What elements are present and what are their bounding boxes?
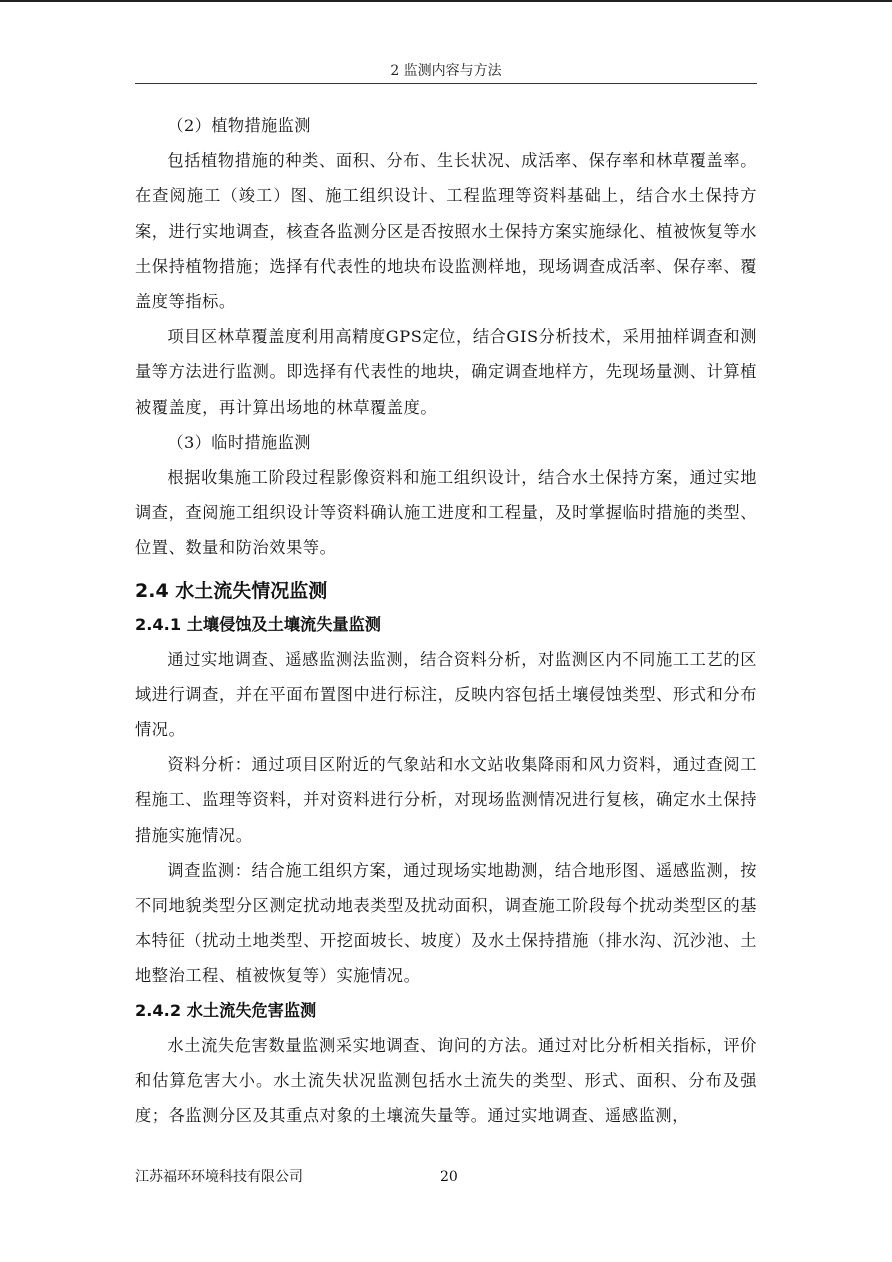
subsection-heading-temporary-measures: （3）临时措施监测 [167, 432, 311, 452]
page-number: 20 [440, 1169, 458, 1185]
footer-company: 江苏福环环境科技有限公司 [135, 1169, 303, 1185]
page-footer [135, 1167, 757, 1187]
section-heading-2-4-2: 2.4.2 水土流失危害监测 [135, 1000, 317, 1020]
paragraph: 包括植物措施的种类、面积、分布、生长状况、成活率、保存率和林草覆盖率。在查阅施工（竣工）图、施工组织设计、工程监理等资料基础上，结合水土保持方案，进行实地调查，核查各监测分区是否按照水土保持方案实施绿化、植被恢复等水土保持植物措施；选择有代表性的地块布设监测样地，现场调查成活率、保存率、覆盖度等指标。 [135, 151, 757, 312]
section-heading-2-4: 2.4 水土流失情况监测 [135, 579, 328, 602]
subsection-heading-plant-measures: （2）植物措施监测 [167, 116, 311, 135]
paragraph: 通过实地调查、遥感监测法监测，结合资料分析，对监测区内不同施工工艺的区域进行调查，并在平面布置图中进行标注，反映内容包括土壤侵蚀类型、形式和分布情况。 [135, 649, 757, 740]
page-top-border [0, 0, 892, 2]
paragraph: 根据收集施工阶段过程影像资料和施工组织设计，结合水土保持方案，通过实地调查，查阅施工组织设计等资料确认施工进度和工程量，及时掌握临时措施的类型、位置、数量和防治效果等。 [135, 468, 757, 558]
paragraph: 调查监测：结合施工组织方案，通过现场实地勘测，结合地形图、遥感监测，按不同地貌类型分区测定扰动地表类型及扰动面积，调查施工阶段每个扰动类型区的基本特征（扰动土地类型、开挖面坡长、坡度）及水土保持措施（排水沟、沉沙池、土地整治工程、植被恢复等）实施情况。 [135, 860, 757, 986]
paragraph: 项目区林草覆盖度利用高精度GPS定位，结合GIS分析技术，采用抽样调查和测量等方法进行监测。即选择有代表性的地块，确定调查地样方，先现场量测、计算植被覆盖度，再计算出场地的林草覆盖度。 [135, 327, 757, 417]
paragraph: 水土流失危害数量监测采实地调查、询问的方法。通过对比分析相关指标，评价和估算危害大小。水土流失状况监测包括水土流失的类型、形式、面积、分布及强度；各监测分区及其重点对象的土壤流失量等。通过实地调查、遥感监测， [135, 1035, 757, 1126]
header-rule [135, 83, 757, 84]
section-heading-2-4-1: 2.4.1 土壤侵蚀及土壤流失量监测 [135, 614, 381, 634]
paragraph: 资料分析：通过项目区附近的气象站和水文站收集降雨和风力资料，通过查阅工程施工、监理等资料，并对资料进行分析，对现场监测情况进行复核，确定水土保持措施实施情况。 [135, 755, 757, 845]
running-header: 2 监测内容与方法 [390, 63, 502, 79]
document-body [135, 108, 757, 1133]
